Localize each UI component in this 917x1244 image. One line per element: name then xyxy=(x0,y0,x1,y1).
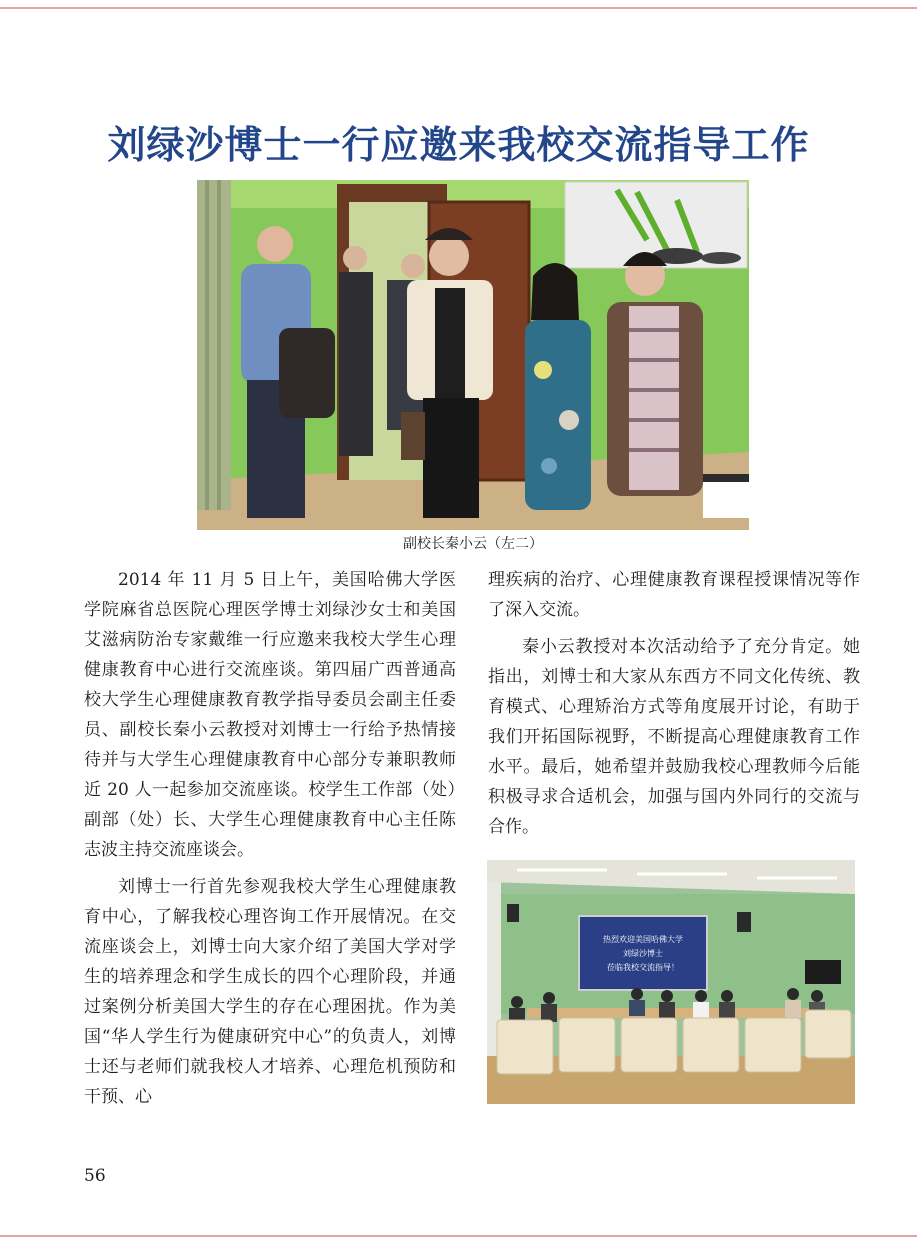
article-right-column xyxy=(488,565,860,842)
visit-photo xyxy=(197,180,749,530)
paragraph: 2014 年 11 月 5 日上午，美国哈佛大学医学院麻省总医院心理医学博士刘绿沙女士和美国艾滋病防治专家戴维一行应邀来我校大学生心理健康教育中心进行交流座谈。第四届广西普通高校大学生心理健康教育教学指导委员会副主任委员、副校长秦小云教授对刘博士一行给予热情接待并与大学生心理健康教育中心部分专兼职教师近 20 人一起参加交流座谈。校学生工作部（处）副部（处）长、大学生心理健康教育中心主任陈志波主持交流座谈会。 xyxy=(84,570,456,860)
photo-caption: 副校长秦小云（左二） xyxy=(403,536,543,552)
screen-line-2: 刘绿沙博士 xyxy=(623,949,663,958)
top-border-rule xyxy=(0,7,917,9)
paragraph-continuation: 理疾病的治疗、心理健康教育课程授课情况等作了深入交流。 xyxy=(488,570,860,620)
bottom-border-rule xyxy=(0,1235,917,1237)
screen-line-1: 热烈欢迎美国哈佛大学 xyxy=(603,935,683,944)
meeting-room-photo xyxy=(487,860,855,1104)
paragraph: 秦小云教授对本次活动给予了充分肯定。她指出，刘博士和大家从东西方不同文化传统、教育模式、心理矫治方式等角度展开讨论，有助于我们开拓国际视野，不断提高心理健康教育工作水平。最后，她希望并鼓励我校心理教师今后能积极寻求合适机会，加强与国内外同行的交流与合作。 xyxy=(488,637,860,837)
screen-line-3: 莅临我校交流指导！ xyxy=(607,963,679,972)
article-left-column xyxy=(84,565,456,1112)
article-title: 刘绿沙博士一行应邀来我校交流指导工作 xyxy=(107,123,810,168)
page-number: 56 xyxy=(84,1166,106,1186)
paragraph: 刘博士一行首先参观我校大学生心理健康教育中心，了解我校心理咨询工作开展情况。在交流座谈会上，刘博士向大家介绍了美国大学对学生的培养理念和学生成长的四个心理阶段，并通过案例分析美国大学生的存在心理困扰。作为美国“华人学生行为健康研究中心”的负责人，刘博士还与老师们就我校人才培养、心理危机预防和干预、心 xyxy=(84,877,456,1107)
